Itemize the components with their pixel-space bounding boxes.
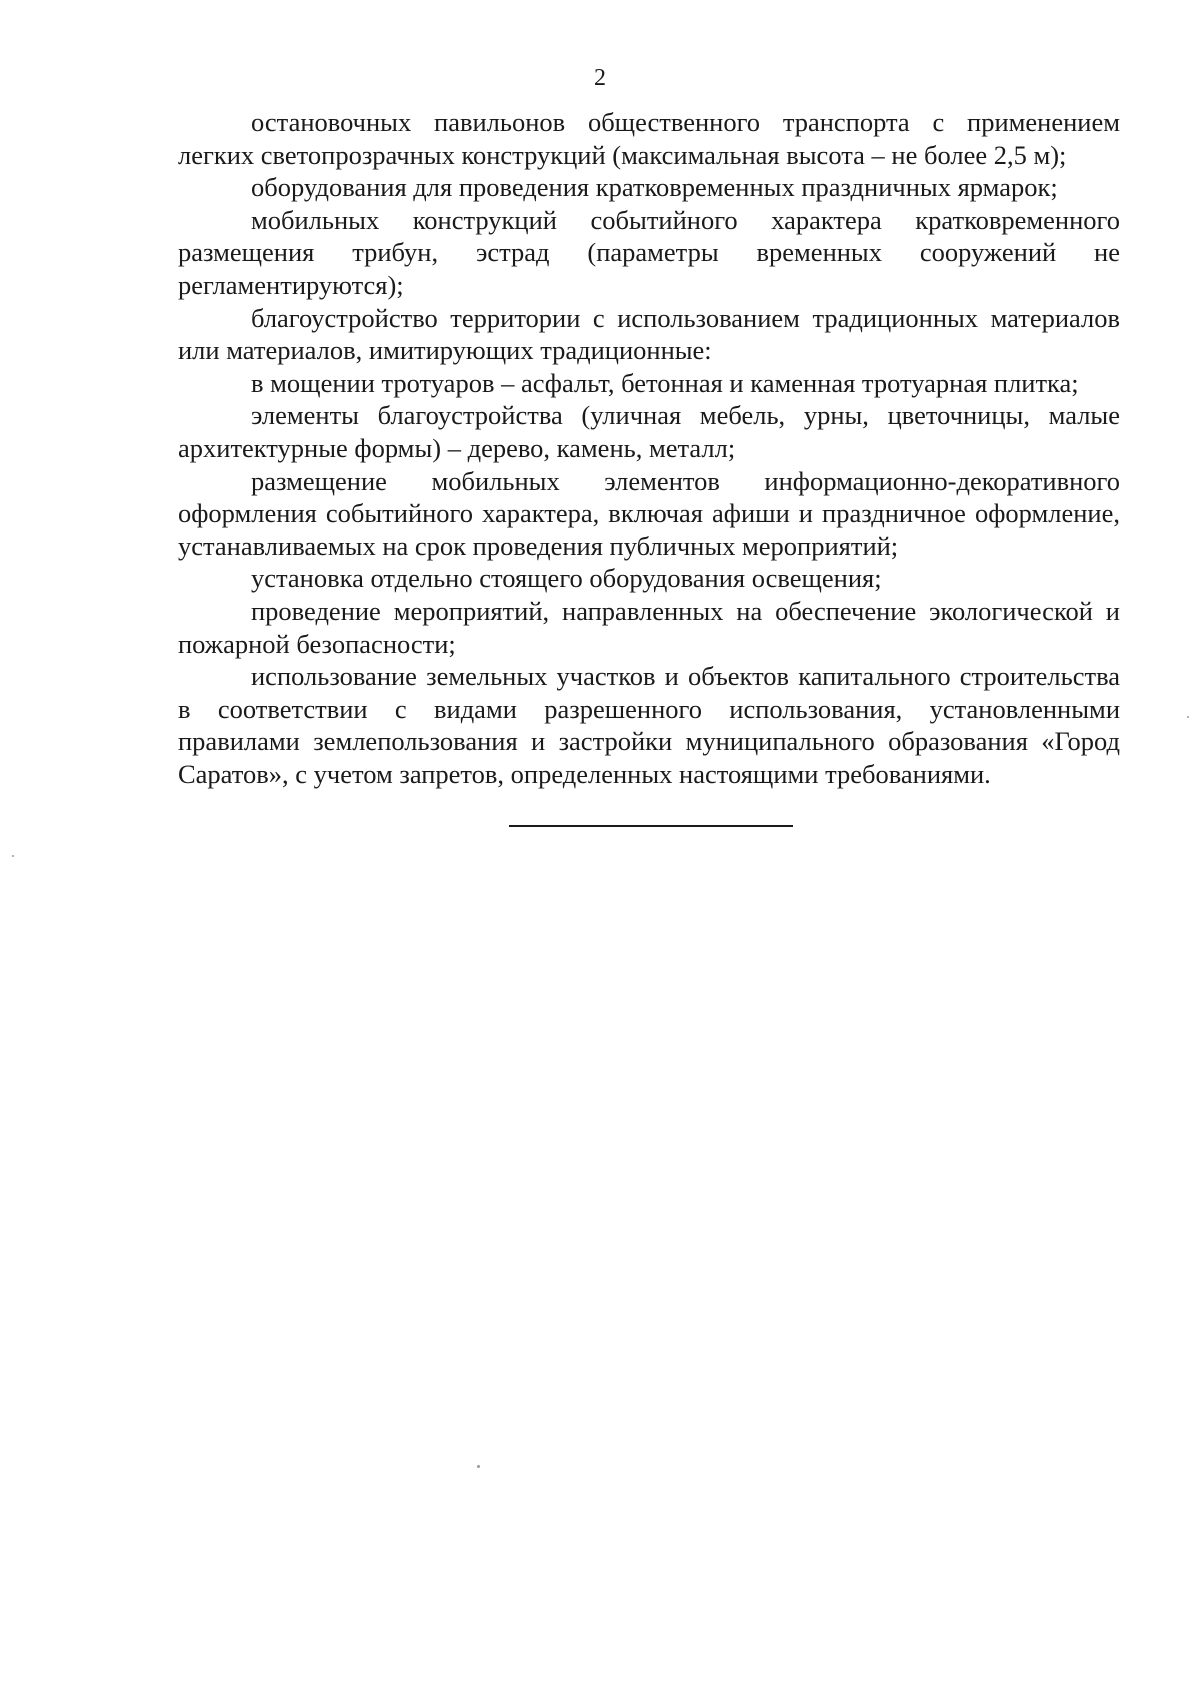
paragraph-land-use: использование земельных участков и объектов капитального строительства в соответствии с видами разрешенного использования, установленными правилами землепользования и застройки муниципального образования «Город Саратов», с учетом запретов, определенных настоящими требованиями. [178, 661, 1120, 789]
paragraph-landscaping-materials: благоустройство территории с использованием традиционных материалов или материалов, имитирующих традиционные: [178, 302, 1120, 366]
paragraph-lighting-equipment: установка отдельно стоящего оборудования освещения; [251, 563, 882, 594]
paragraph-landscape-elements: элементы благоустройства (уличная мебель, урны, цветочницы, малые архитектурные формы) – дерево, камень, металл; [178, 400, 1120, 463]
scan-speck [1187, 716, 1189, 718]
page-number: 2 [594, 65, 606, 91]
paragraph-bus-stop-pavilions: остановочных павильонов общественного транспорта с применением легких светопрозрачных конструкций (максимальная высота – не более 2,5 м); [178, 107, 1120, 170]
paragraph-safety-measures: проведение мероприятий, направленных на обеспечение экологической и пожарной безопасности; [178, 595, 1120, 659]
paragraph-decorative-elements: размещение мобильных элементов информационно-декоративного оформления событийного характера, включая афиши и праздничное оформление, устанавливаемых на срок проведения публичных мероприятий; [178, 465, 1120, 561]
paragraph-mobile-structures: мобильных конструкций событийного характера кратковременного размещения трибун, эстрад (параметры временных сооружений не регламентируются); [178, 204, 1120, 300]
end-of-document-rule [509, 825, 793, 827]
scan-speck [477, 1465, 480, 1468]
scan-speck [12, 855, 14, 857]
document-body [178, 106, 1120, 790]
paragraph-fair-equipment: оборудования для проведения кратковременных праздничных ярмарок; [251, 172, 1058, 203]
paragraph-sidewalk-paving: в мощении тротуаров – асфальт, бетонная и каменная тротуарная плитка; [251, 367, 1079, 398]
